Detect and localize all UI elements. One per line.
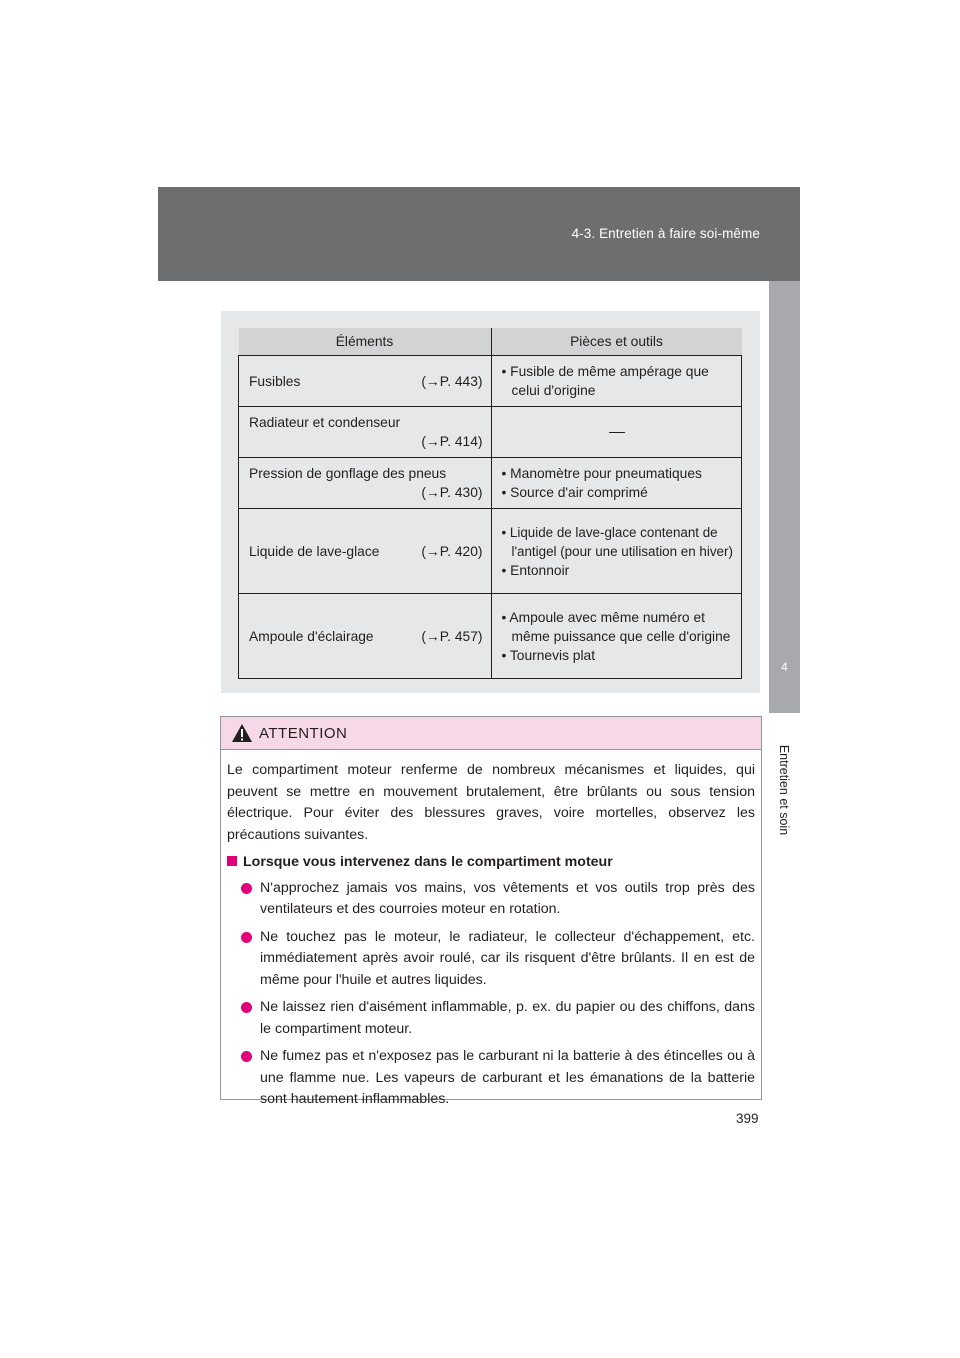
square-bullet-icon bbox=[227, 856, 237, 866]
table-row bbox=[239, 407, 742, 458]
item-cell bbox=[239, 356, 492, 407]
warning-item bbox=[241, 878, 755, 921]
item-cell bbox=[239, 594, 492, 679]
circle-bullet-icon bbox=[241, 1051, 252, 1062]
chapter-number: 4 bbox=[781, 660, 788, 674]
column-header-parts: Pièces et outils bbox=[491, 328, 742, 356]
chapter-label: Entretien et soin bbox=[777, 744, 791, 836]
parts-entry: • Manomètre pour pneumatiques bbox=[501, 466, 702, 481]
item-reference: (→P. 420) bbox=[421, 543, 483, 559]
table-row bbox=[239, 594, 742, 679]
warning-body bbox=[221, 750, 761, 1111]
circle-bullet-icon bbox=[241, 883, 252, 894]
parts-entry: • Ampoule avec même numéro et même puissance que celle d'origine bbox=[501, 609, 731, 644]
warning-subheading-text: Lorsque vous intervenez dans le compartiment moteur bbox=[243, 854, 613, 870]
warning-box bbox=[220, 716, 762, 1107]
section-title: 4-3. Entretien à faire soi-même bbox=[571, 226, 760, 241]
column-header-items: Éléments bbox=[239, 328, 492, 356]
item-reference: (→P. 414) bbox=[421, 434, 483, 449]
warning-intro: Le compartiment moteur renferme de nombreux mécanismes et liquides, qui peuvent se mettre en mouvement brutalement, être brûlants ou sous tension électrique. Pour éviter des blessures graves, voire mortelles, observez les précautions suivantes. bbox=[227, 762, 755, 843]
item-name: Radiateur et condenseur bbox=[249, 415, 401, 430]
item-name: Fusibles bbox=[249, 373, 301, 389]
warning-item bbox=[241, 997, 755, 1040]
warning-item-text: Ne laissez rien d'aisément inflammable, p. ex. du papier ou des chiffons, dans le compartiment moteur. bbox=[260, 999, 755, 1037]
page-number: 399 bbox=[736, 1111, 759, 1126]
warning-item-text: Ne touchez pas le moteur, le radiateur, le collecteur d'échappement, etc. immédiatement après avoir roulé, car ils risquent d'être brûlants. Il en est de même pour l'huile et autres liquides. bbox=[260, 928, 755, 988]
item-reference: (→P. 443) bbox=[421, 373, 483, 389]
item-cell bbox=[239, 458, 492, 509]
chapter-tab bbox=[769, 281, 800, 713]
table-header-row bbox=[239, 328, 742, 356]
warning-item-text: N'approchez jamais vos mains, vos vêtements et vos outils trop près des ventilateurs et des courroies moteur en rotation. bbox=[260, 879, 755, 917]
parts-cell bbox=[491, 594, 742, 679]
parts-entry: • Entonnoir bbox=[501, 562, 570, 578]
header-band bbox=[158, 187, 800, 281]
items-table-panel bbox=[221, 311, 760, 693]
warning-subheading bbox=[227, 852, 755, 874]
warning-item-text: Ne fumez pas et n'exposez pas le carburant ni la batterie à des étincelles ou à une flamme nue. Les vapeurs de carburant et les émanations de la batterie sont hautement inflammables. bbox=[260, 1048, 755, 1107]
parts-cell bbox=[491, 356, 742, 407]
parts-cell bbox=[491, 407, 742, 458]
item-cell bbox=[239, 407, 492, 458]
parts-cell bbox=[491, 458, 742, 509]
item-name: Ampoule d'éclairage bbox=[249, 628, 374, 644]
circle-bullet-icon bbox=[241, 1002, 252, 1013]
empty-dash bbox=[609, 432, 625, 433]
parts-cell bbox=[491, 509, 742, 594]
item-reference: (→P. 457) bbox=[421, 628, 483, 644]
warning-item bbox=[241, 927, 755, 992]
circle-bullet-icon bbox=[241, 932, 252, 943]
item-name: Liquide de lave-glace bbox=[249, 543, 380, 559]
parts-entry: • Source d'air comprimé bbox=[501, 485, 648, 500]
item-reference: (→P. 430) bbox=[421, 485, 483, 500]
warning-item bbox=[241, 1046, 755, 1111]
warning-title: ATTENTION bbox=[259, 724, 348, 742]
table-row bbox=[239, 509, 742, 594]
warning-header bbox=[221, 717, 761, 750]
items-table bbox=[238, 328, 742, 679]
parts-entry: • Tournevis plat bbox=[501, 647, 596, 663]
table-row bbox=[239, 458, 742, 509]
parts-entry: • Fusible de même ampérage que celui d'origine bbox=[501, 364, 709, 398]
item-name: Pression de gonflage des pneus bbox=[249, 466, 447, 481]
warning-triangle-icon bbox=[231, 723, 253, 743]
item-cell bbox=[239, 509, 492, 594]
parts-entry: • Liquide de lave-glace contenant de l'antigel (pour une utilisation en hiver) bbox=[501, 524, 733, 559]
table-row bbox=[239, 356, 742, 407]
